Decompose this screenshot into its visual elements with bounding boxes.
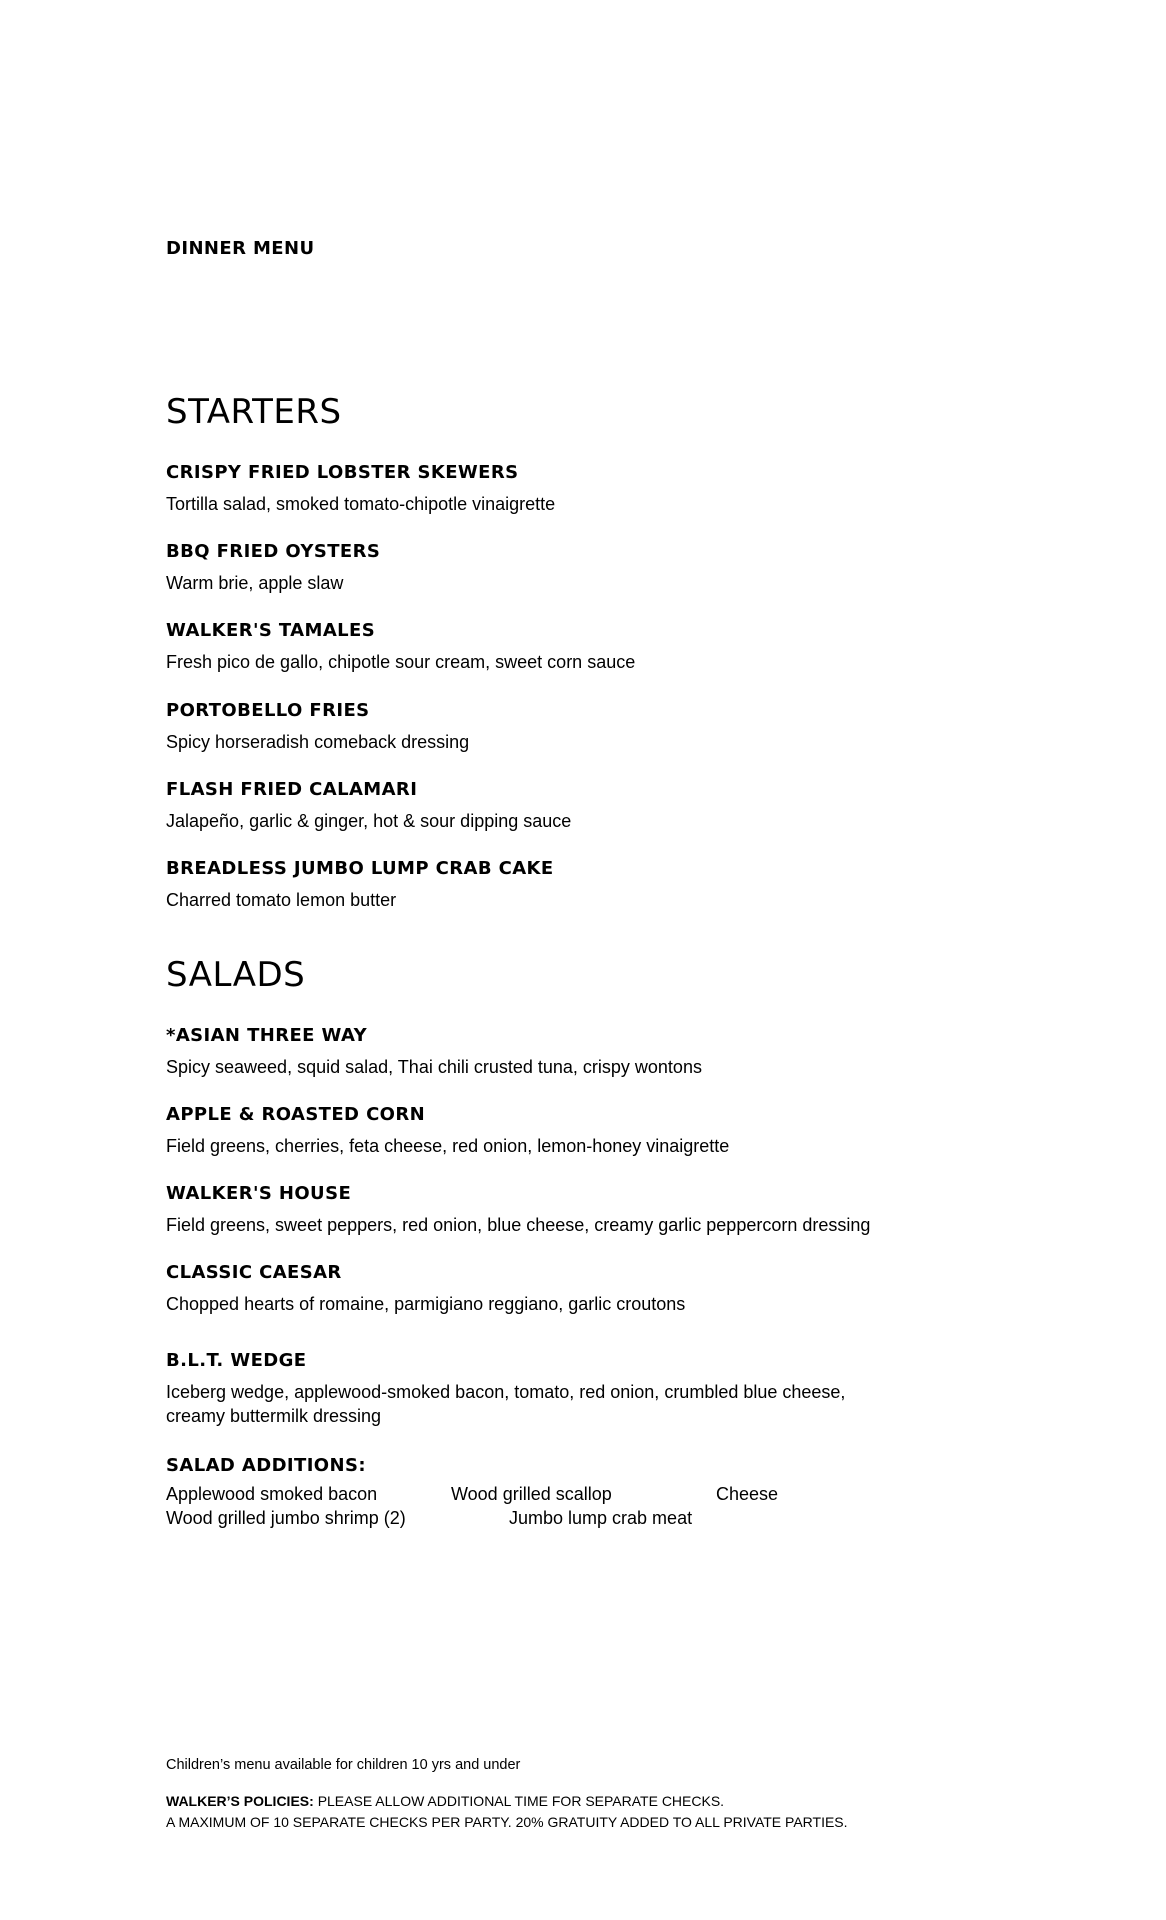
salad-addition-item: Jumbo lump crab meat bbox=[509, 1508, 693, 1528]
policies-text-1: PLEASE ALLOW ADDITIONAL TIME FOR SEPARATE CHECKS. bbox=[317, 1793, 725, 1809]
menu-item-desc: Spicy horseradish comeback dressing bbox=[166, 732, 470, 752]
policies-line-1 bbox=[166, 1791, 848, 1812]
menu-item-name: APPLE & ROASTED CORN bbox=[166, 1104, 426, 1125]
menu-item-desc: Fresh pico de gallo, chipotle sour cream, sweet corn sauce bbox=[166, 652, 636, 672]
menu-item-name: BREADLESS JUMBO LUMP CRAB CAKE bbox=[166, 858, 554, 879]
menu-item-desc: Charred tomato lemon butter bbox=[166, 890, 397, 910]
menu-item-name: WALKER'S TAMALES bbox=[166, 620, 376, 641]
menu-item-name: CLASSIC CAESAR bbox=[166, 1262, 342, 1283]
menu-item-name: *ASIAN THREE WAY bbox=[166, 1025, 368, 1046]
salad-addition-item: Wood grilled jumbo shrimp (2) bbox=[166, 1508, 406, 1528]
section-title-salads: SALADS bbox=[166, 955, 306, 995]
menu-item-desc: Chopped hearts of romaine, parmigiano reggiano, garlic croutons bbox=[166, 1294, 686, 1314]
section-title-starters: STARTERS bbox=[166, 392, 342, 432]
children-menu-note: Children’s menu available for children 10 yrs and under bbox=[166, 1757, 521, 1773]
policies-line-2: A MAXIMUM OF 10 SEPARATE CHECKS PER PARTY. 20% GRATUITY ADDED TO ALL PRIVATE PARTIES. bbox=[166, 1814, 848, 1830]
menu-item-desc: Field greens, sweet peppers, red onion, blue cheese, creamy garlic peppercorn dressing bbox=[166, 1215, 871, 1235]
menu-item-desc: Field greens, cherries, feta cheese, red onion, lemon-honey vinaigrette bbox=[166, 1136, 730, 1156]
menu-title: DINNER MENU bbox=[166, 238, 315, 259]
menu-item-desc: Spicy seaweed, squid salad, Thai chili crusted tuna, crispy wontons bbox=[166, 1057, 702, 1077]
menu-item-desc: Warm brie, apple slaw bbox=[166, 573, 344, 593]
salad-addition-item: Applewood smoked bacon bbox=[166, 1484, 378, 1504]
menu-item-name: CRISPY FRIED LOBSTER SKEWERS bbox=[166, 462, 519, 483]
policies-label: WALKER’S POLICIES: bbox=[166, 1793, 314, 1809]
menu-item-name: BBQ FRIED OYSTERS bbox=[166, 541, 381, 562]
menu-item-desc: Iceberg wedge, applewood-smoked bacon, tomato, red onion, crumbled blue cheese, creamy buttermilk dressing bbox=[166, 1382, 846, 1426]
salad-addition-item: Wood grilled scallop bbox=[451, 1484, 612, 1504]
menu-item-name: FLASH FRIED CALAMARI bbox=[166, 779, 418, 800]
menu-item-name: PORTOBELLO FRIES bbox=[166, 700, 370, 721]
salad-addition-item: Cheese bbox=[716, 1484, 779, 1504]
menu-item-name: B.L.T. WEDGE bbox=[166, 1350, 307, 1371]
menu-item-desc: Tortilla salad, smoked tomato-chipotle vinaigrette bbox=[166, 494, 556, 514]
salad-additions-title: SALAD ADDITIONS: bbox=[166, 1455, 366, 1476]
menu-item-desc: Jalapeño, garlic & ginger, hot & sour dipping sauce bbox=[166, 811, 572, 831]
policies bbox=[166, 1791, 848, 1833]
menu-item-name: WALKER'S HOUSE bbox=[166, 1183, 352, 1204]
